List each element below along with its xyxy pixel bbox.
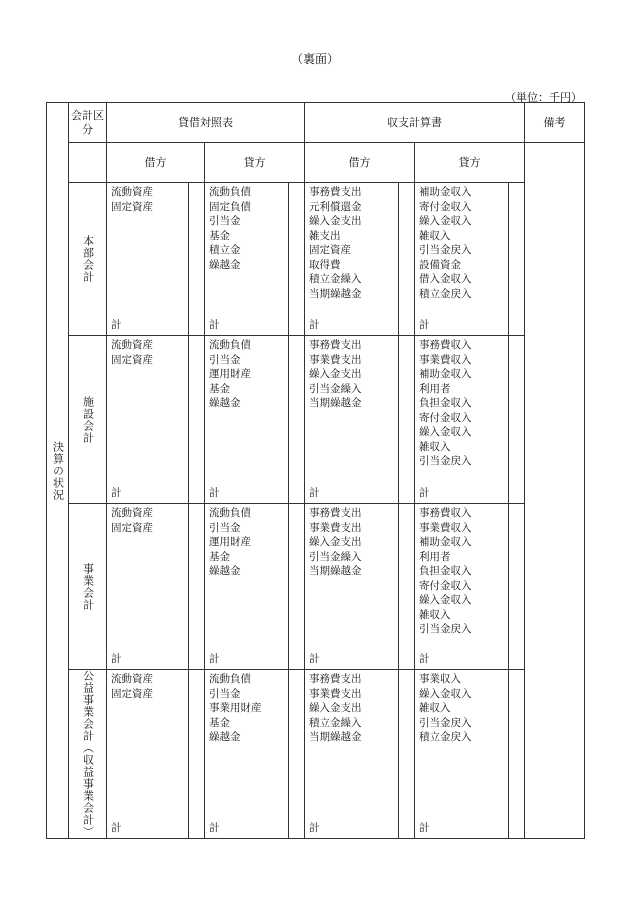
line-item: 取得費 [309,258,341,271]
amount-cell [399,336,415,504]
line-item: 利用者 [419,382,451,395]
line-item: 運用財産 [209,536,251,548]
bs-debit-items [107,183,189,336]
amount-cell [289,336,305,504]
account-class-name: 本部会計 [81,235,95,283]
line-item: 繰越金 [209,397,241,409]
section-row [47,183,585,336]
line-item: 繰入金収入 [419,426,472,438]
total-label: 計 [419,487,430,499]
line-item: 積立金 [209,244,241,256]
line-item: 繰入金支出 [309,215,362,227]
bs-debit-items [107,504,189,670]
amount-cell [509,504,525,670]
line-item: 事業用財産 [209,702,262,714]
line-item: 積立金戻入 [419,731,472,743]
account-class-name: 施設会計 [81,395,95,444]
line-item: 引当金戻入 [419,455,472,467]
line-item: 固定負債 [209,200,251,213]
amount-cell [399,183,415,336]
line-item: 寄付金収入 [419,411,472,424]
bs-debit-items [107,670,189,839]
account-class-label [69,670,107,839]
account-class-subname: （収益事業会計） [81,742,95,838]
section-label: 決算の状況 [51,440,65,501]
line-item: 雑収入 [419,702,451,714]
line-item: 引当金戻入 [419,244,472,256]
line-item: 補助金収入 [419,368,472,380]
bs-credit-items [205,183,289,336]
amount-cell [289,670,305,839]
amount-cell [189,183,205,336]
is-credit-items [415,183,509,336]
total-label: 計 [209,822,220,834]
line-item: 固定資産 [111,353,153,366]
line-item: 雑収入 [419,229,451,242]
total-label: 計 [419,319,430,331]
line-item: 雑支出 [309,229,341,242]
line-item: 流動資産 [111,673,153,685]
line-item: 寄付金収入 [419,579,472,592]
line-item: 積立金戻入 [419,287,472,300]
line-item: 補助金収入 [419,536,472,548]
line-item: 事務費支出 [309,186,362,198]
total-label: 計 [209,319,220,331]
total-label: 計 [309,319,320,331]
total-label: 計 [309,487,320,499]
total-label: 計 [309,653,320,665]
amount-cell [189,504,205,670]
line-item: 事務費支出 [309,673,362,685]
is-credit-items [415,670,509,839]
section-row [47,504,585,670]
income-statement-header: 収支計算書 [305,103,525,143]
total-label: 計 [209,487,220,499]
page-title: （裏面） [290,52,339,66]
unit-label: （単位：千円） [505,91,582,104]
remarks-header: 備考 [525,103,585,143]
line-item: 事務費支出 [309,339,362,351]
account-class-name: 事業会計 [81,562,95,611]
line-item: 引当金戻入 [419,623,472,635]
account-class-header: 会計区分 [69,103,107,143]
section-row [47,336,585,504]
line-item: 事業費支出 [309,353,362,366]
bs-credit-items [205,504,289,670]
amount-cell [399,504,415,670]
line-item: 当期繰越金 [309,397,362,409]
account-class-blank [69,143,107,183]
line-item: 事務費支出 [309,507,362,519]
bs-credit-items [205,336,289,504]
line-item: 当期繰越金 [309,565,362,577]
line-item: 繰入金収入 [419,215,472,227]
bs-debit-header: 借方 [107,143,205,183]
line-item: 繰入金収入 [419,594,472,606]
line-item: 固定資産 [111,521,153,534]
account-class-name: 公益事業会計 [81,670,95,742]
line-item: 流動負債 [209,673,251,685]
line-item: 流動資産 [111,339,153,351]
line-item: 繰入金支出 [309,368,362,380]
line-item: 事務費収入 [419,339,472,351]
amount-cell [509,183,525,336]
line-item: 固定資産 [111,200,153,213]
section-row [47,670,585,839]
line-item: 寄付金収入 [419,200,472,213]
amount-cell [509,336,525,504]
amount-cell [189,670,205,839]
total-label: 計 [111,319,122,331]
total-label: 計 [111,653,122,665]
line-item: 事業収入 [419,673,461,685]
line-item: 固定資産 [111,687,153,700]
total-label: 計 [419,822,430,834]
settlement-table [46,102,585,839]
line-item: 負担金収入 [419,397,472,409]
is-debit-header: 借方 [305,143,415,183]
line-item: 事務費収入 [419,507,472,519]
line-item: 基金 [209,382,230,395]
line-item: 設備資金 [419,258,461,271]
line-item: 引当金繰入 [309,550,362,563]
account-class-label [69,183,107,336]
account-class-label [69,504,107,670]
line-item: 基金 [209,550,230,563]
total-label: 計 [209,653,220,665]
line-item: 引当金 [209,215,241,227]
line-item: 事業費収入 [419,353,472,366]
line-item: 繰越金 [209,731,241,743]
line-item: 繰入金支出 [309,702,362,714]
amount-cell [509,670,525,839]
line-item: 引当金 [209,353,241,366]
line-item: 流動資産 [111,507,153,519]
account-class-label [69,336,107,504]
is-debit-items [305,183,399,336]
line-item: 繰越金 [209,258,241,271]
line-item: 利用者 [419,550,451,563]
line-item: 繰入金支出 [309,536,362,548]
line-item: 流動資産 [111,186,153,198]
remarks-cell [525,143,585,839]
is-credit-items [415,336,509,504]
line-item: 負担金収入 [419,565,472,577]
bs-credit-header: 貸方 [205,143,305,183]
line-item: 流動負債 [209,186,251,198]
is-debit-items [305,504,399,670]
section-label-cell [47,103,69,839]
line-item: 引当金繰入 [309,382,362,395]
is-debit-items [305,670,399,839]
line-item: 固定資産 [309,244,351,256]
line-item: 流動負債 [209,507,251,519]
line-item: 引当金戻入 [419,716,472,729]
is-credit-header: 貸方 [415,143,525,183]
balance-sheet-header: 貸借対照表 [107,103,305,143]
line-item: 流動負債 [209,339,251,351]
is-debit-items [305,336,399,504]
line-item: 事業費収入 [419,521,472,534]
total-label: 計 [111,487,122,499]
line-item: 引当金 [209,521,241,534]
line-item: 繰越金 [209,565,241,577]
line-item: 雑収入 [419,440,451,453]
amount-cell [189,336,205,504]
total-label: 計 [111,822,122,834]
line-item: 積立金繰入 [309,273,362,285]
amount-cell [399,670,415,839]
line-item: 事業費支出 [309,687,362,700]
line-item: 繰入金収入 [419,687,472,700]
line-item: 当期繰越金 [309,287,362,300]
amount-cell [289,504,305,670]
bs-debit-items [107,336,189,504]
line-item: 引当金 [209,687,241,700]
line-item: 基金 [209,229,230,242]
amount-cell [289,183,305,336]
line-item: 運用財産 [209,368,251,380]
total-label: 計 [309,822,320,834]
total-label: 計 [419,653,430,665]
line-item: 事業費支出 [309,521,362,534]
line-item: 当期繰越金 [309,731,362,743]
line-item: 基金 [209,716,230,729]
line-item: 積立金繰入 [309,716,362,729]
line-item: 雑収入 [419,608,451,621]
line-item: 借入金収入 [419,273,472,285]
line-item: 補助金収入 [419,186,472,198]
is-credit-items [415,504,509,670]
line-item: 元利償還金 [309,200,362,213]
bs-credit-items [205,670,289,839]
